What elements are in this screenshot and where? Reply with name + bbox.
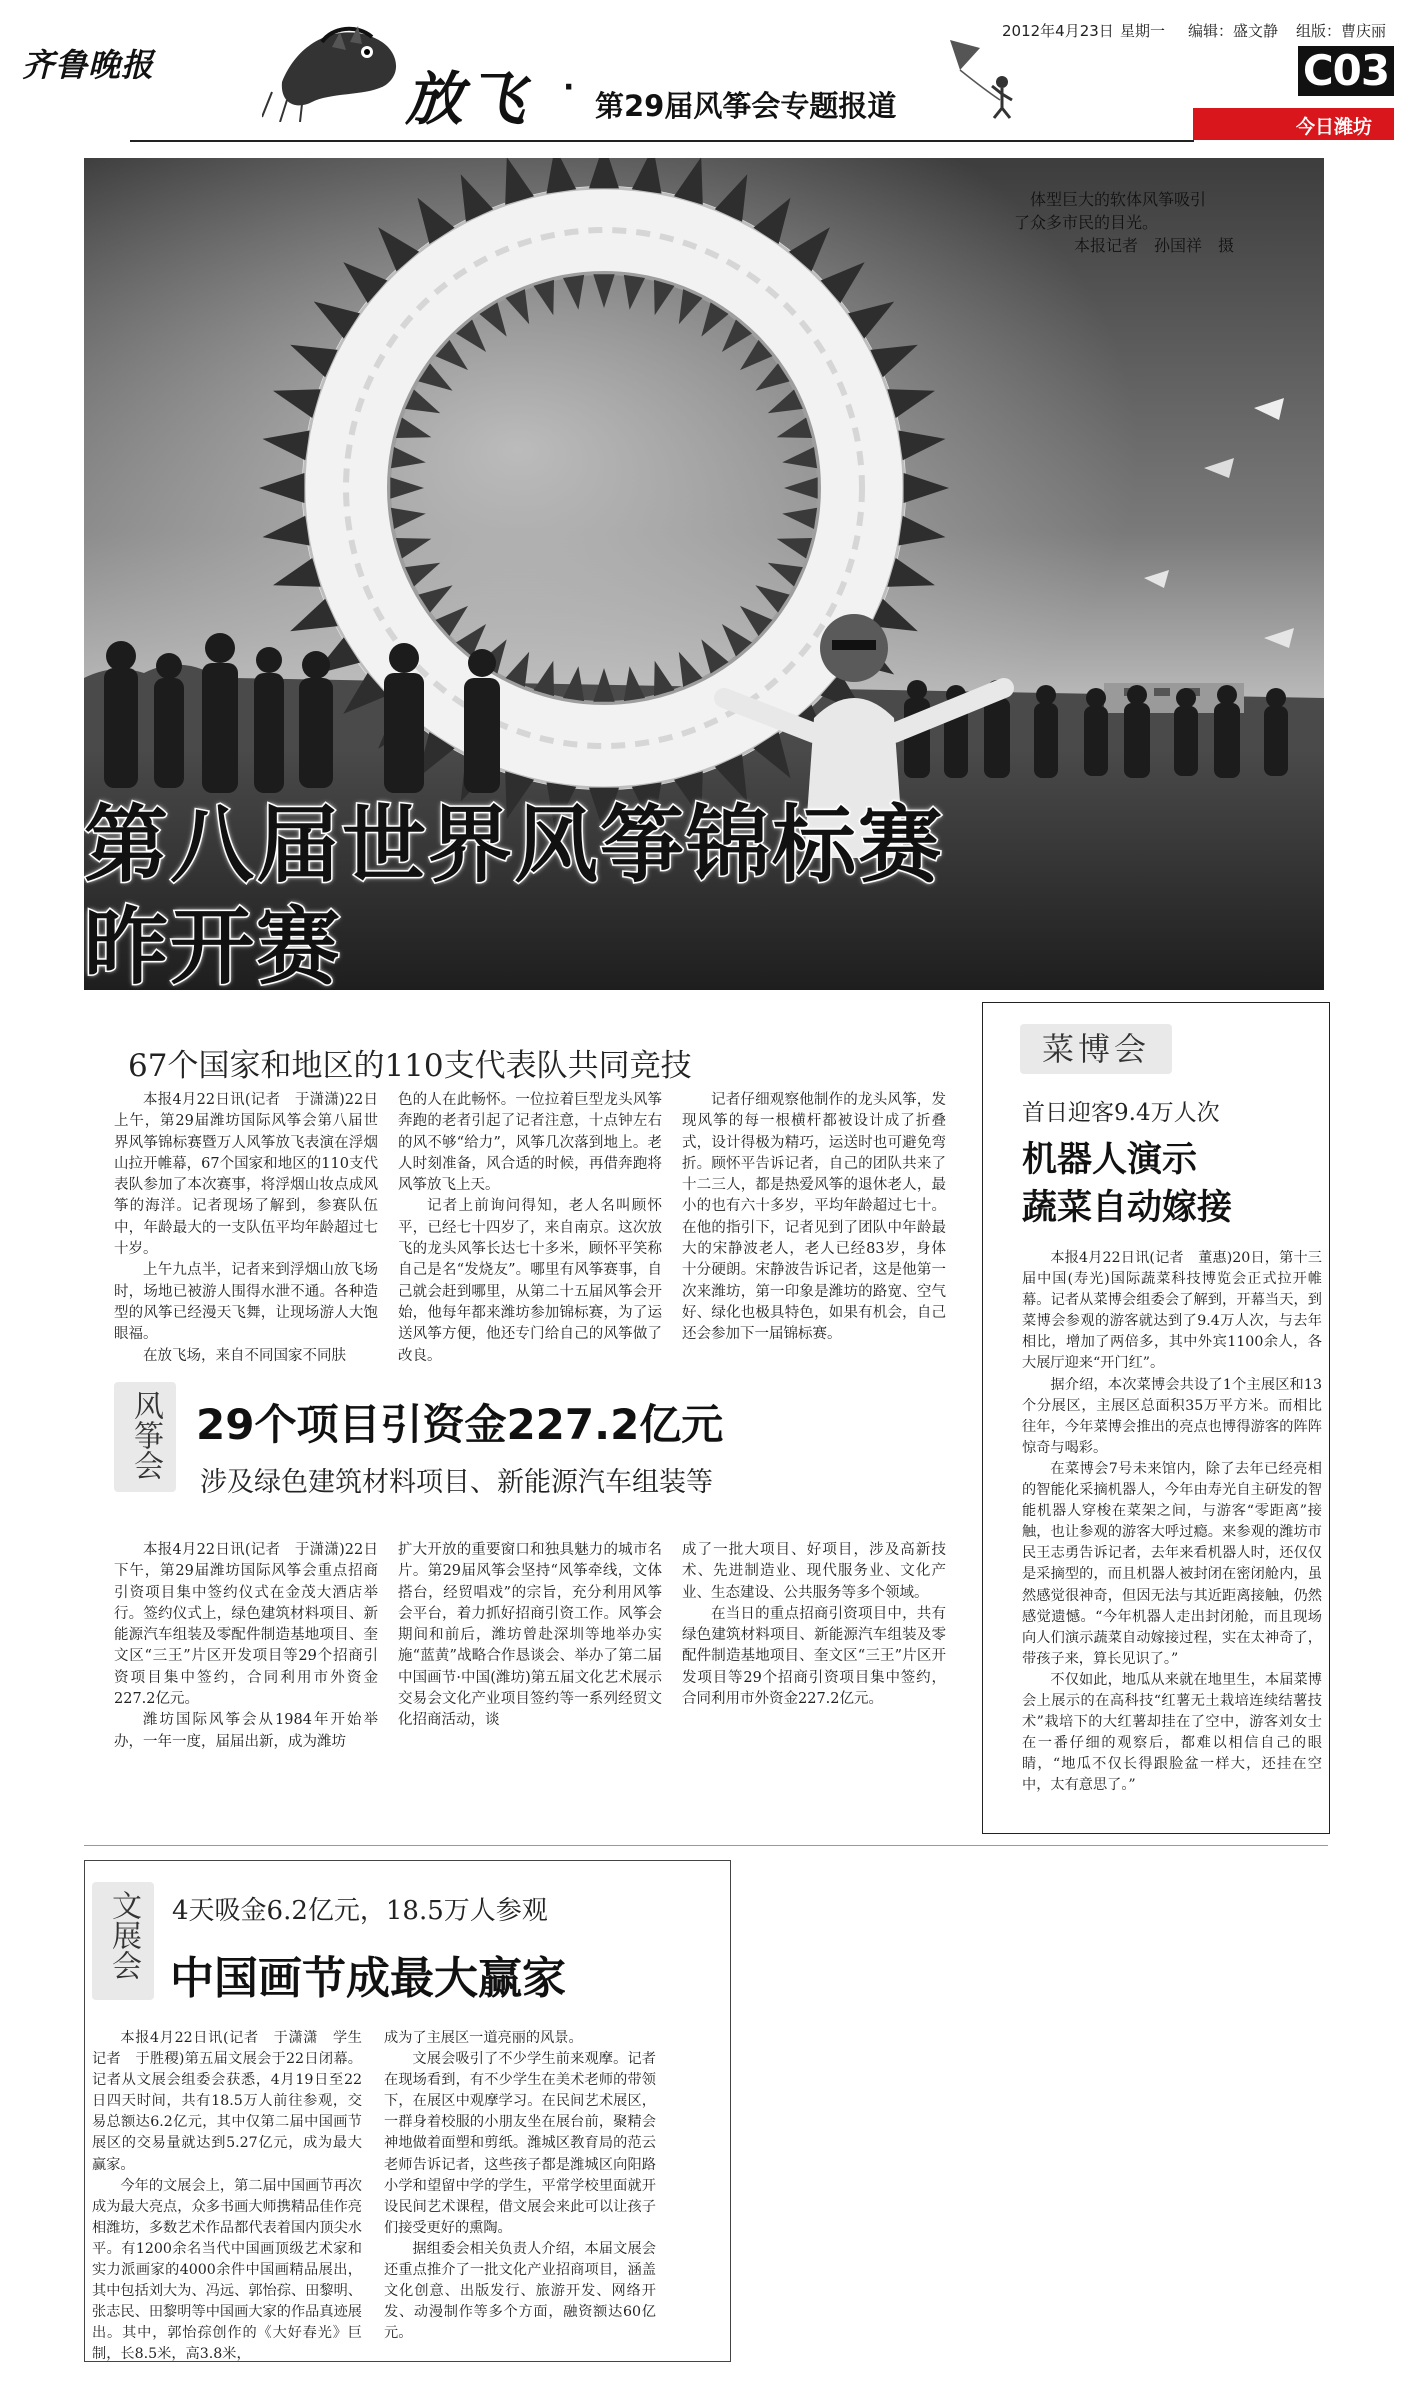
art-para: 今年的文展会上，第二届中国画节再次成为最大亮点，众多书画大师携精品佳作亮相潍坊，多数艺术作品都代表着国内顶尖水平。有1200余名当代中国画顶级艺术家和实力派画家的4000余件中国画精品展出，其中包括刘大为、冯远、郭怡孮、田黎明、张志民、田黎明等中国画大家的作品真迹展出。其中，郭怡孮创作的《大好春光》巨制，长8.5米，高3.8米， <box>92 2177 362 2363</box>
edition-tag-label: 今日潍坊 <box>1295 116 1372 138</box>
art-col-2 <box>384 2028 656 2344</box>
lead-headline-line-2: 昨开赛 <box>84 898 343 990</box>
editor: 编辑：盛文静 <box>1188 22 1279 40</box>
masthead-rule <box>130 140 1194 142</box>
lead-para: 记者上前询问得知，老人名叫顾怀平，已经七十四岁了，来自南京。这次放飞的龙头风筝长达七十多米，顾怀平笑称自己是名“发烧友”。哪里有风筝赛事，自己就会赶到哪里，从第二十五届风筝会开始，他每年都来潍坊参加锦标赛，为了运送风筝方便，他还专门给自己的风筝做了改良。 <box>398 1198 662 1364</box>
section-divider <box>84 1845 1328 1846</box>
investment-section-label <box>114 1382 176 1492</box>
section-title-big: 放飞 <box>405 65 530 133</box>
page-number: C03 <box>1298 46 1394 96</box>
sidebar-section-label-text: 菜博会 <box>1041 1030 1150 1068</box>
sidebar-para: 在菜博会7号未来馆内，除了去年已经亮相的智能化采摘机器人，今年由寿光自主研发的智能机器人穿梭在菜架之间，与游客“零距离”接触，也让参观的游客大呼过瘾。来参观的潍坊市民王志勇告诉记者，去年来看机器人时，还仅仅是采摘型的，而且机器人被封闭在密闭舱内，虽然感觉很神奇，但因无法与其近距离接触，仍然感觉遗憾。“今年机器人走出封闭舱，而且现场向人们演示蔬菜自动嫁接过程，实在太神奇了，带孩子来，算长见识了。” <box>1022 1460 1322 1667</box>
lead-para: 上午九点半，记者来到浮烟山放飞场时，场地已被游人围得水泄不通。各种造型的风筝已经漫天飞舞，让现场游人大饱眼福。 <box>114 1262 378 1343</box>
sidebar-headline-line-2: 蔬菜自动嫁接 <box>1022 1188 1233 1228</box>
caption-line-1: 体型巨大的软体风筝吸引 <box>1030 190 1207 209</box>
photo-caption <box>1014 188 1314 257</box>
dragon-kite-icon <box>262 12 412 122</box>
sidebar-para: 本报4月22日讯(记者 董惠)20日，第十三届中国(寿光)国际蔬菜科技博览会正式拉开帷幕。记者从菜博会组委会了解到，开幕当天，到菜博会参观的游客就达到了9.4万人次，与去年相比，增加了两倍多，其中外宾1100余人，各大展厅迎来“开门红”。 <box>1022 1250 1322 1372</box>
hero-photo <box>84 158 1324 990</box>
lead-headline-line-1: 第八届世界风筝锦标赛 <box>84 796 945 894</box>
art-section-label-text: 文展会 <box>106 1890 141 1980</box>
layout-editor: 组版：曹庆丽 <box>1296 22 1387 40</box>
investment-subhead: 涉及绿色建筑材料项目、新能源汽车组装等 <box>200 1467 713 1498</box>
caption-line-2: 了众多市民的目光。 <box>1014 213 1159 232</box>
investment-para: 潍坊国际风筝会从1984年开始举办，一年一度，届届出新，成为潍坊 <box>114 1712 378 1750</box>
section-title-dot: · <box>563 70 575 105</box>
sidebar-body <box>1022 1248 1322 1796</box>
edition-tag <box>1193 108 1394 140</box>
art-col-1 <box>92 2028 362 2366</box>
investment-col-1 <box>114 1540 378 1753</box>
section-subtitle: 第29届风筝会专题报道 <box>595 89 897 123</box>
sidebar-section-label <box>1020 1024 1172 1074</box>
investment-para: 在当日的重点招商引资项目中，共有绿色建筑材料项目、新能源汽车组装及零配件制造基地项目、奎文区“三王”片区开发项目等29个招商引资项目集中签约，合同利用市外资金227.2亿元。 <box>682 1605 946 1708</box>
lead-story-col-1 <box>114 1090 378 1367</box>
lead-story-col-2 <box>398 1090 662 1367</box>
lead-para: 色的人在此畅怀。一位拉着巨型龙头风筝奔跑的老者引起了记者注意，十点钟左右的风不够“给力”，风筝几次落到地上。老人时刻准备，风合适的时候，再借奔跑将风筝放飞上天。 <box>398 1092 662 1194</box>
art-para: 成为了主展区一道亮丽的风景。 <box>384 2030 583 2046</box>
investment-para: 成了一批大项目、好项目，涉及高新技术、先进制造业、现代服务业、文化产业、生态建设、公共服务等多个领域。 <box>682 1542 946 1601</box>
sidebar-headline-line-1: 机器人演示 <box>1022 1140 1198 1180</box>
sidebar-kicker: 首日迎客9.4万人次 <box>1022 1100 1220 1126</box>
lead-para: 在放飞场，来自不同国家不同肤 <box>143 1347 346 1364</box>
art-section-label <box>92 1882 154 2000</box>
kite-flyer-icon <box>930 30 1030 120</box>
art-headline: 中国画节成最大赢家 <box>170 1953 566 2004</box>
lead-para: 本报4月22日讯(记者 于潇潇)22日上午，第29届潍坊国际风筝会第八届世界风筝锦标赛暨万人风筝放飞表演在浮烟山拉开帷幕，67个国家和地区的110支代表队参加了本次赛事，将浮烟山妆点成风筝的海洋。记者现场了解到，参赛队伍中，年龄最大的一支队伍平均年龄超过七十岁。 <box>114 1092 378 1258</box>
masthead <box>0 0 1409 150</box>
lead-subhead: 67个国家和地区的110支代表队共同竞技 <box>128 1048 692 1084</box>
investment-headline: 29个项目引资金227.2亿元 <box>196 1400 724 1449</box>
date: 2012年4月23日 <box>1002 22 1114 40</box>
sidebar-para: 不仅如此，地瓜从来就在地里生，本届菜博会上展示的在高科技“红薯无土栽培连续结薯技术”栽培下的大红薯却挂在了空中，游客刘女士在一番仔细的观察后，都难以相信自己的眼睛，“地瓜不仅长得跟脸盆一样大，还挂在空中，太有意思了。” <box>1022 1671 1322 1794</box>
paper-name: 齐鲁晚报 <box>22 46 155 84</box>
weekday: 星期一 <box>1120 22 1166 40</box>
art-kicker: 4天吸金6.2亿元，18.5万人参观 <box>172 1896 548 1926</box>
caption-credit: 本报记者 孙国祥 摄 <box>1074 236 1235 255</box>
investment-para: 本报4月22日讯(记者 于潇潇)22日下午，第29届潍坊国际风筝会重点招商引资项目集中签约仪式在金茂大酒店举行。签约仪式上，绿色建筑材料项目、新能源汽车组装及零配件制造基地项目、奎文区“三王”片区开发项目等29个招商引资项目集中签约，合同利用市外资金227.2亿元。 <box>114 1542 378 1708</box>
art-para: 据组委会相关负责人介绍，本届文展会还重点推介了一批文化产业招商项目，涵盖文化创意、出版发行、旅游开发、网络开发、动漫制作等多个方面，融资额达60亿元。 <box>384 2240 656 2342</box>
art-para: 本报4月22日讯(记者 于潇潇 学生记者 于胜稷)第五届文展会于22日闭幕。记者从文展会组委会获悉，4月19日至22日四天时间，共有18.5万人前往参观，交易总额达6.2亿元，其中仅第二届中国画节展区的交易量就达到5.27亿元，成为最大赢家。 <box>92 2030 362 2173</box>
investment-col-2 <box>398 1540 662 1732</box>
lead-story-col-3 <box>682 1090 946 1346</box>
investment-col-3 <box>682 1540 946 1710</box>
lead-para: 记者仔细观察他制作的龙头风筝，发现风筝的每一根横杆都被设计成了折叠式，设计得极为精巧，运送时也可避免弯折。顾怀平告诉记者，自己的团队共来了十二三人，都是热爱风筝的退休老人，最小的也有六十多岁，平均年龄超过七十。在他的指引下，记者见到了团队中年龄最大的宋静波老人，老人已经83岁，身体十分硬朗。宋静波告诉记者，这是他第一次来潍坊，第一印象是潍坊的路宽、空气好、绿化也极具特色，如果有机会，自己还会参加下一届锦标赛。 <box>682 1092 946 1343</box>
art-para: 文展会吸引了不少学生前来观摩。记者在现场看到，有不少学生在美术老师的带领下，在展区中观摩学习。在民间艺术展区，一群身着校服的小朋友坐在展台前，聚精会神地做着面塑和剪纸。潍城区教育局的范云老师告诉记者，这些孩子都是潍城区向阳路小学和望留中学的学生，平常学校里面就开设民间艺术课程，借文展会来此可以让孩子们接受更好的熏陶。 <box>384 2051 656 2236</box>
investment-para: 扩大开放的重要窗口和独具魅力的城市名片。第29届风筝会坚持“风筝牵线，文体搭台，经贸唱戏”的宗旨，充分利用风筝会平台，着力抓好招商引资工作。风筝会期间和前后，潍坊曾赴深圳等地举办实施“蓝黄”战略合作恳谈会、举办了第二届中国画节·中国(潍坊)第五届文化艺术展示交易会文化产业项目签约等一系列经贸文化招商活动，谈 <box>398 1542 662 1729</box>
sidebar-para: 据介绍，本次菜博会共设了1个主展区和13个分展区，主展区总面积35万平方米。而相比往年，今年菜博会推出的亮点也博得游客的阵阵惊奇与喝彩。 <box>1022 1376 1322 1456</box>
investment-section-label-text: 风筝会 <box>128 1390 163 1480</box>
